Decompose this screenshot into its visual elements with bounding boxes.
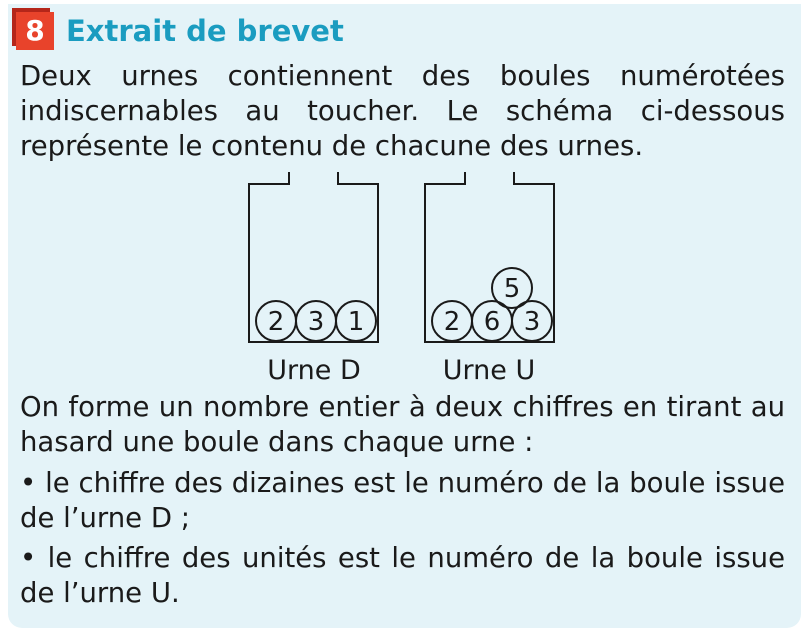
ball [432, 301, 472, 341]
urn-u [425, 172, 554, 386]
bullet-item-tens: • le chiffre des dizaines est le numéro de la boule issue de l’urne D ; [20, 467, 785, 534]
exercise-number-badge: 8 [16, 12, 54, 50]
ball-number: 6 [483, 307, 501, 337]
urn-label: Urne U [442, 355, 536, 386]
ball-number: 5 [503, 274, 521, 304]
ball [492, 268, 532, 308]
ball-number: 2 [267, 307, 285, 337]
setup-paragraph: On forme un nombre entier à deux chiffres en tirant au hasard une boule dans chaque urne : [20, 391, 785, 458]
ball-number: 2 [443, 307, 461, 337]
ball [336, 301, 376, 341]
urn-d [249, 172, 378, 386]
ball-number: 3 [523, 307, 541, 337]
ball [256, 301, 296, 341]
ball-number: 3 [307, 307, 325, 337]
exercise-title: Extrait de brevet [66, 14, 344, 48]
intro-paragraph: Deux urnes contiennent des boules numérotées indiscernables au toucher. Le schéma ci-dessous représente le contenu de chacune des urnes. [20, 60, 785, 162]
urn-label: Urne D [267, 355, 361, 386]
ball-number: 1 [347, 307, 365, 337]
bullet-item-units: • le chiffre des unités est le numéro de la boule issue de l’urne U. [20, 542, 785, 609]
ball [296, 301, 336, 341]
